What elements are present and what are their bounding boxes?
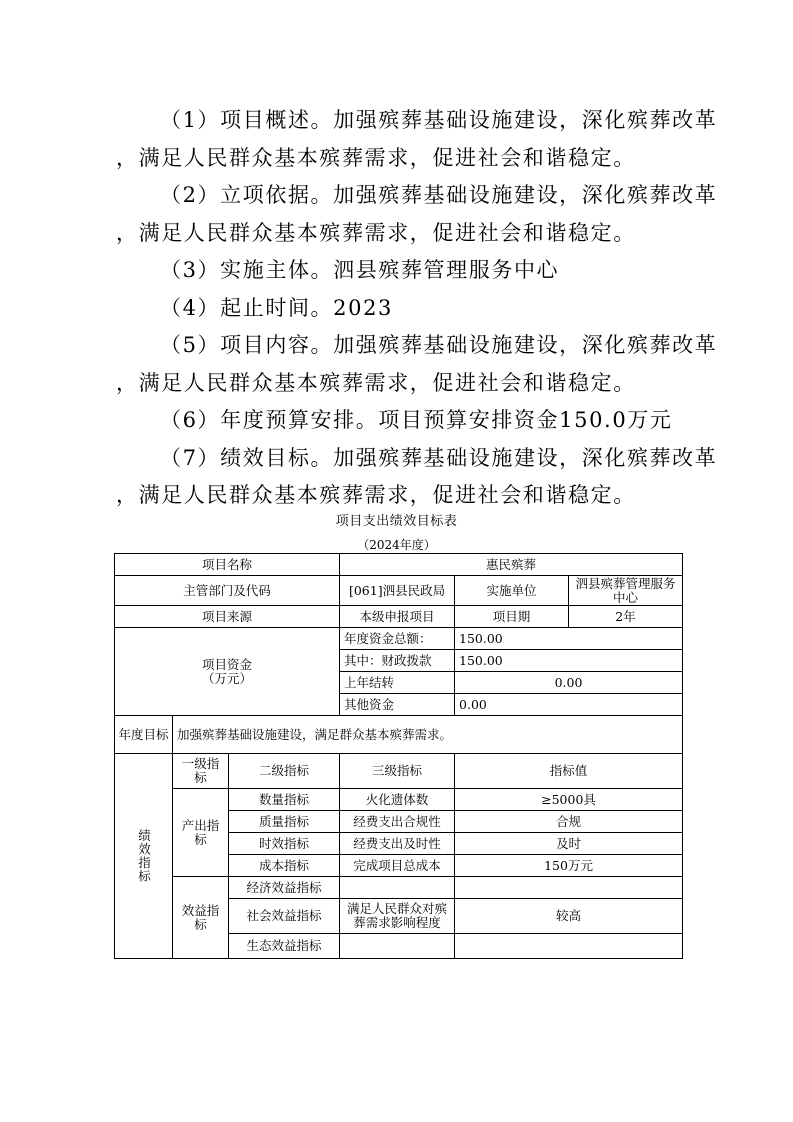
output-value: 合规 — [455, 811, 683, 833]
output-l2: 时效指标 — [229, 833, 340, 855]
benefit-l3 — [340, 934, 455, 959]
period-value: 2年 — [569, 606, 683, 628]
paragraph-line: ，满足人民群众基本殡葬需求，促进社会和谐稳定。 — [116, 220, 636, 245]
header-l1: 一级指标 — [173, 754, 229, 789]
table-title: 项目支出绩效目标表 — [335, 514, 458, 529]
funds-total-value: 150.00 — [455, 628, 683, 650]
benefit-l3: 满足人民群众对殡葬需求影响程度 — [340, 899, 455, 934]
funds-other-label: 其他资金 — [340, 694, 455, 716]
header-l3: 三级指标 — [340, 754, 455, 789]
funds-fiscal-label: 其中：财政拨款 — [340, 650, 455, 672]
funds-label: 项目资金 （万元） — [115, 628, 340, 716]
impl-value: 泗县殡葬管理服务中心 — [569, 576, 683, 606]
goal-label: 年度目标 — [115, 716, 173, 754]
benefit-label: 效益指标 — [173, 877, 229, 959]
source-value: 本级申报项目 — [340, 606, 455, 628]
project-name-value: 惠民殡葬 — [340, 554, 683, 576]
goal-value: 加强殡葬基础设施建设，满足群众基本殡葬需求。 — [173, 716, 683, 754]
output-l3: 经费支出合规性 — [340, 811, 455, 833]
paragraph-line: （2）立项依据。加强殡葬基础设施建设，深化殡葬改革 — [160, 183, 718, 207]
funds-other-value: 0.00 — [455, 694, 683, 716]
period-label: 项目期 — [455, 606, 569, 628]
paragraph-line: ，满足人民群众基本殡葬需求，促进社会和谐稳定。 — [116, 145, 636, 170]
output-l2: 成本指标 — [229, 855, 340, 877]
output-l2: 数量指标 — [229, 789, 340, 811]
header-l2: 二级指标 — [229, 754, 340, 789]
paragraph-line: （3）实施主体。泗县殡葬管理服务中心 — [160, 258, 560, 282]
funds-fiscal-value: 150.00 — [455, 650, 683, 672]
output-value: 150万元 — [455, 855, 683, 877]
table-year: （2024年度） — [357, 538, 436, 552]
benefit-l2: 经济效益指标 — [229, 877, 340, 899]
paragraph-line: （1）项目概述。加强殡葬基础设施建设，深化殡葬改革 — [160, 108, 718, 132]
body-text — [116, 102, 718, 515]
benefit-value: 较高 — [455, 899, 683, 934]
benefit-value — [455, 877, 683, 899]
paragraph-line: （4）起止时间。2023 — [160, 295, 394, 320]
output-value: 及时 — [455, 833, 683, 855]
header-value: 指标值 — [455, 754, 683, 789]
perf-label: 绩效指标 — [136, 829, 152, 883]
paragraph-line: ，满足人民群众基本殡葬需求，促进社会和谐稳定。 — [116, 483, 636, 507]
project-name-label: 项目名称 — [115, 554, 340, 576]
performance-table — [114, 553, 683, 959]
perf-label-cell — [115, 754, 173, 959]
paragraph-line: （7）绩效目标。加强殡葬基础设施建设，深化殡葬改革 — [160, 445, 718, 470]
funds-total-label: 年度资金总额： — [340, 628, 455, 650]
paragraph-line: （5）项目内容。加强殡葬基础设施建设，深化殡葬改革 — [160, 333, 718, 357]
impl-label: 实施单位 — [455, 576, 569, 606]
paragraph-line: （6）年度预算安排。项目预算安排资金150.0万元 — [160, 408, 673, 432]
output-l3: 火化遗体数 — [340, 789, 455, 811]
benefit-l2: 生态效益指标 — [229, 934, 340, 959]
funds-carry-label: 上年结转 — [340, 672, 455, 694]
benefit-l2: 社会效益指标 — [229, 899, 340, 934]
output-l3: 完成项目总成本 — [340, 855, 455, 877]
benefit-value — [455, 934, 683, 959]
benefit-l3 — [340, 877, 455, 899]
output-l3: 经费支出及时性 — [340, 833, 455, 855]
source-label: 项目来源 — [115, 606, 340, 628]
output-label: 产出指标 — [173, 789, 229, 877]
output-value: ≥5000具 — [455, 789, 683, 811]
dept-value: [061]泗县民政局 — [340, 576, 455, 606]
funds-carry-value: 0.00 — [455, 672, 683, 694]
dept-label: 主管部门及代码 — [115, 576, 340, 606]
paragraph-line: ，满足人民群众基本殡葬需求，促进社会和谐稳定。 — [116, 370, 636, 395]
output-l2: 质量指标 — [229, 811, 340, 833]
